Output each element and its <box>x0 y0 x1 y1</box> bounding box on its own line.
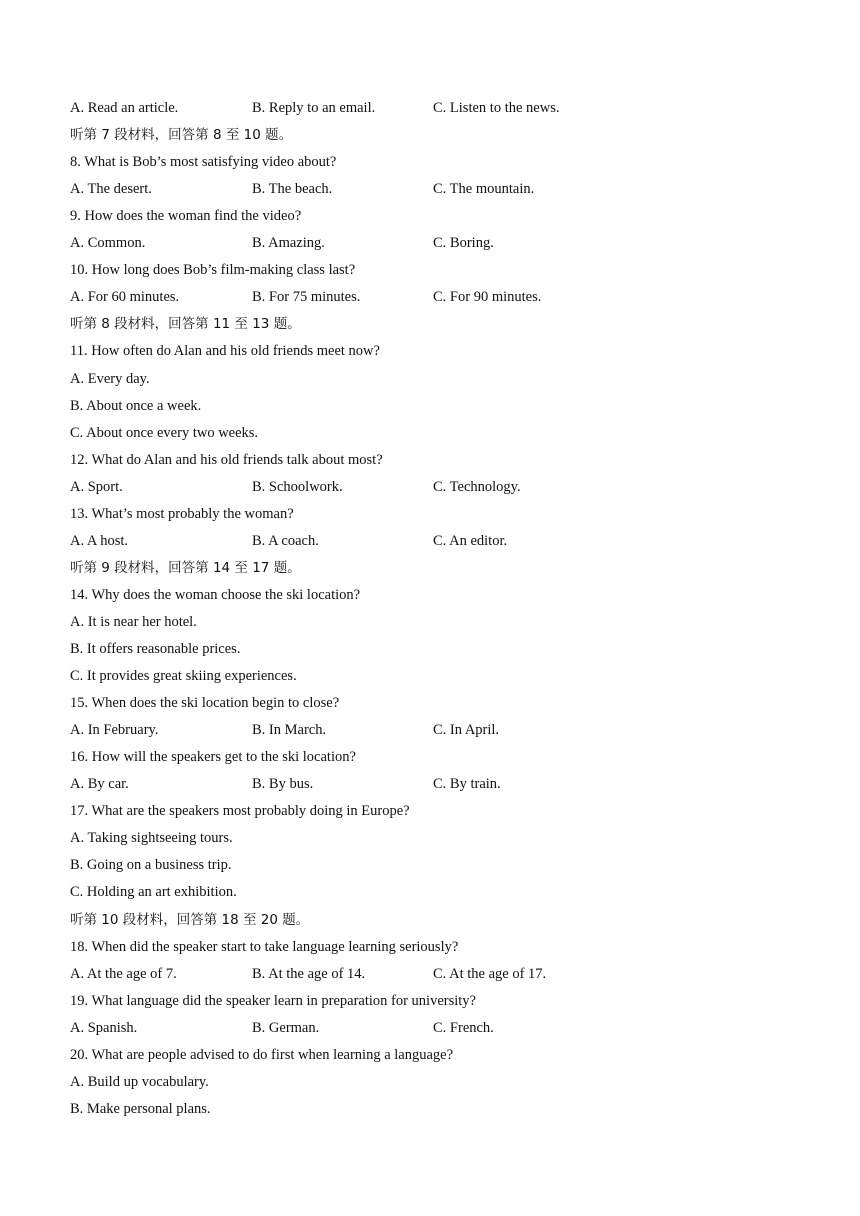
answer-option: A. Build up vocabulary. <box>70 1073 209 1090</box>
answer-option: B. About once a week. <box>70 397 202 414</box>
answer-option: C. The mountain. <box>433 181 535 198</box>
answer-option: B. Reply to an email. <box>252 100 376 116</box>
question-text: 13. What’s most probably the woman? <box>70 505 294 522</box>
answer-option: A. It is near her hotel. <box>70 613 197 630</box>
answer-option: A. Spanish. <box>70 1019 138 1036</box>
answer-option: C. By train. <box>433 776 501 793</box>
question-text: 12. What do Alan and his old friends talk about most? <box>70 451 383 468</box>
answer-option: B. It offers reasonable prices. <box>70 641 241 657</box>
question-text: 11. How often do Alan and his old friends meet now? <box>70 343 380 360</box>
answer-option: A. In February. <box>70 722 159 739</box>
question-text: 17. What are the speakers most probably doing in Europe? <box>70 803 410 820</box>
section-instruction: 听第 8 段材料，回答第 11 至 13 题。 <box>70 316 301 333</box>
answer-option: C. Holding an art exhibition. <box>70 884 237 901</box>
answer-option: C. Technology. <box>433 478 521 495</box>
answer-option: A. The desert. <box>70 181 152 198</box>
answer-option: A. By car. <box>70 776 129 793</box>
answer-option: A. Sport. <box>70 478 123 495</box>
question-text: 10. How long does Bob’s film-making class last? <box>70 262 356 279</box>
question-text: 9. How does the woman find the video? <box>70 208 302 225</box>
answer-option: B. Make personal plans. <box>70 1100 211 1117</box>
answer-option: B. At the age of 14. <box>252 965 366 982</box>
answer-option: C. Boring. <box>433 235 494 252</box>
question-text: 8. What is Bob’s most satisfying video about? <box>70 154 337 171</box>
question-text: 16. How will the speakers get to the ski location? <box>70 749 356 766</box>
answer-option: C. It provides great skiing experiences. <box>70 668 297 685</box>
answer-option: A. Read an article. <box>70 100 179 116</box>
answer-option: A. Every day. <box>70 370 150 387</box>
answer-option: B. The beach. <box>252 181 333 198</box>
answer-option: B. For 75 minutes. <box>252 289 361 306</box>
section-instruction: 听第 7 段材料，回答第 8 至 10 题。 <box>70 127 293 144</box>
answer-option: B. Amazing. <box>252 235 325 252</box>
answer-option: A. A host. <box>70 532 129 549</box>
question-text: 19. What language did the speaker learn in preparation for university? <box>70 992 476 1009</box>
question-text: 18. When did the speaker start to take language learning seriously? <box>70 938 459 955</box>
answer-option: C. An editor. <box>433 532 508 549</box>
answer-option: C. At the age of 17. <box>433 965 547 982</box>
answer-option: B. In March. <box>252 722 327 739</box>
question-text: 14. Why does the woman choose the ski location? <box>70 586 361 603</box>
answer-option: A. For 60 minutes. <box>70 289 180 306</box>
answer-option: A. At the age of 7. <box>70 965 177 982</box>
answer-option: B. German. <box>252 1019 320 1036</box>
question-text: 20. What are people advised to do first when learning a language? <box>70 1046 454 1063</box>
answer-option: A. Common. <box>70 235 146 252</box>
question-text: 15. When does the ski location begin to close? <box>70 695 340 712</box>
section-instruction: 听第 9 段材料，回答第 14 至 17 题。 <box>70 559 301 576</box>
answer-option: C. Listen to the news. <box>433 100 560 116</box>
answer-option: B. By bus. <box>252 776 314 793</box>
answer-option: C. About once every two weeks. <box>70 424 259 441</box>
answer-option: B. Schoolwork. <box>252 478 343 495</box>
answer-option: C. French. <box>433 1019 494 1036</box>
answer-option: A. Taking sightseeing tours. <box>70 830 233 847</box>
answer-option: C. In April. <box>433 722 500 739</box>
answer-option: B. A coach. <box>252 532 319 549</box>
answer-option: C. For 90 minutes. <box>433 289 542 306</box>
section-instruction: 听第 10 段材料，回答第 18 至 20 题。 <box>70 911 310 928</box>
answer-option: B. Going on a business trip. <box>70 857 232 874</box>
